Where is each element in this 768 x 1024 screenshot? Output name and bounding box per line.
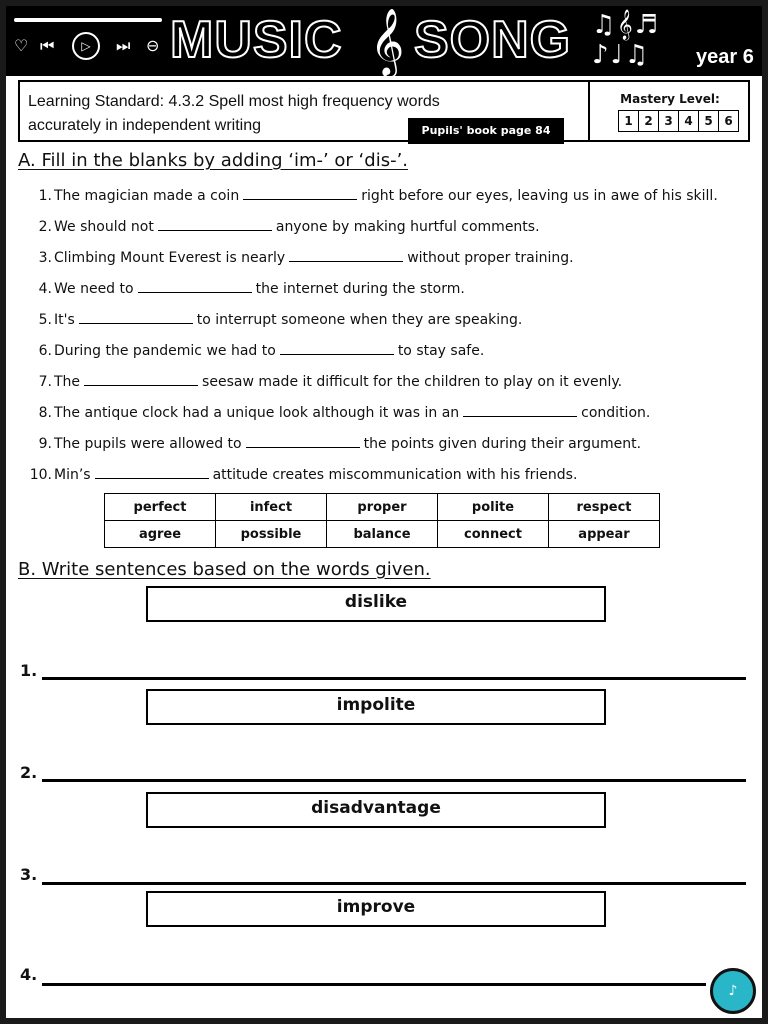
year-label: year 6 bbox=[696, 46, 754, 68]
next-icon: ⏭ bbox=[116, 36, 131, 55]
word-bank-item: connect bbox=[438, 521, 549, 548]
header-banner bbox=[6, 6, 762, 76]
word-box: dislike bbox=[146, 586, 606, 622]
question: 3. Climbing Mount Everest is nearly without proper training. bbox=[38, 250, 574, 266]
word-bank-item: possible bbox=[216, 521, 327, 548]
word-bank-item: perfect bbox=[105, 494, 216, 521]
mastery-level[interactable]: 5 bbox=[699, 111, 719, 131]
answer-blank[interactable] bbox=[79, 311, 193, 324]
word-bank-item: proper bbox=[327, 494, 438, 521]
question: 1. The magician made a coin right before our eyes, leaving us in awe of his skill. bbox=[38, 188, 718, 204]
question: 6. During the pandemic we had to to stay safe. bbox=[38, 343, 485, 359]
question: 5. It's to interrupt someone when they are speaking. bbox=[38, 312, 523, 328]
treble-clef-icon: 𝄞 bbox=[370, 7, 405, 75]
writing-line[interactable] bbox=[42, 983, 706, 986]
word-bank bbox=[104, 493, 660, 548]
previous-icon: ⏮ bbox=[40, 36, 55, 55]
word-box: disadvantage bbox=[146, 792, 606, 828]
word-bank-item: infect bbox=[216, 494, 327, 521]
mastery-level[interactable]: 6 bbox=[724, 114, 733, 128]
pupils-book-tag: Pupils' book page 84 bbox=[408, 118, 564, 144]
word-box: impolite bbox=[146, 689, 606, 725]
writing-line[interactable] bbox=[42, 779, 746, 782]
question: 7. The seesaw made it difficult for the children to play on it evenly. bbox=[38, 374, 623, 390]
answer-blank[interactable] bbox=[158, 218, 272, 231]
worksheet-page bbox=[6, 6, 762, 1018]
question: 2. We should not anyone by making hurtful comments. bbox=[38, 219, 540, 235]
mastery-level[interactable]: 3 bbox=[659, 111, 679, 131]
heart-icon: ♡ bbox=[14, 36, 29, 55]
word-bank-item: agree bbox=[105, 521, 216, 548]
writing-line[interactable] bbox=[42, 882, 746, 885]
mastery-level[interactable]: 2 bbox=[639, 111, 659, 131]
title-music: MUSIC bbox=[170, 11, 343, 69]
author-badge-icon: ♪ bbox=[710, 968, 756, 1014]
mastery-level[interactable]: 4 bbox=[679, 111, 699, 131]
mastery-label: Mastery Level: bbox=[620, 92, 720, 106]
question: 4. We need to the internet during the storm. bbox=[38, 281, 465, 297]
mastery-level[interactable]: 1 bbox=[619, 111, 639, 131]
divider bbox=[588, 82, 590, 140]
sentence-number: 1. bbox=[20, 661, 38, 680]
section-a-heading: A. Fill in the blanks by adding ‘im-’ or ‘dis-’. bbox=[18, 150, 409, 171]
learning-standard-box bbox=[18, 80, 750, 142]
music-notes-icon: ♫𝄞♬ ♪♩♫ bbox=[592, 10, 660, 70]
word-bank-item: respect bbox=[549, 494, 660, 521]
section-b-heading: B. Write sentences based on the words given. bbox=[18, 559, 431, 580]
answer-blank[interactable] bbox=[138, 280, 252, 293]
writing-line[interactable] bbox=[42, 677, 746, 680]
title-song: SONG bbox=[414, 11, 572, 69]
sentence-number: 3. bbox=[20, 865, 38, 884]
question: 8. The antique clock had a unique look although it was in an condition. bbox=[38, 405, 651, 421]
play-icon: ▷ bbox=[72, 32, 100, 60]
answer-blank[interactable] bbox=[246, 435, 360, 448]
sentence-number: 2. bbox=[20, 763, 38, 782]
answer-blank[interactable] bbox=[95, 466, 209, 479]
word-box: improve bbox=[146, 891, 606, 927]
progress-bar bbox=[14, 18, 162, 22]
minus-icon: ⊖ bbox=[146, 36, 160, 55]
learning-standard-text: Learning Standard: 4.3.2 Spell most high frequency words accurately in independent writing bbox=[28, 93, 440, 134]
answer-blank[interactable] bbox=[289, 249, 403, 262]
word-bank-item: appear bbox=[549, 521, 660, 548]
sentence-number: 4. bbox=[20, 965, 38, 984]
question: 10. Min’s attitude creates miscommunication with his friends. bbox=[29, 467, 578, 483]
answer-blank[interactable] bbox=[280, 342, 394, 355]
answer-blank[interactable] bbox=[463, 404, 577, 417]
word-bank-item: balance bbox=[327, 521, 438, 548]
answer-blank[interactable] bbox=[84, 373, 198, 386]
question: 9. The pupils were allowed to the points given during their argument. bbox=[38, 436, 642, 452]
mastery-levels bbox=[618, 110, 739, 132]
word-bank-item: polite bbox=[438, 494, 549, 521]
answer-blank[interactable] bbox=[243, 187, 357, 200]
